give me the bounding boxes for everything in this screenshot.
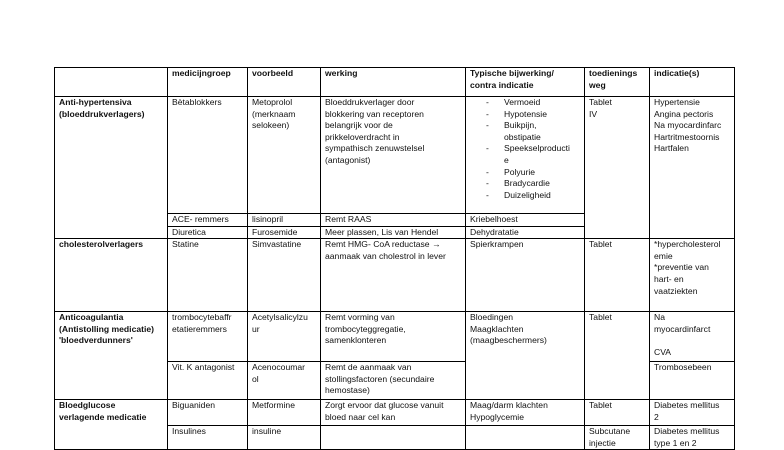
group-cell: ACE- remmers <box>168 214 248 227</box>
action-cell <box>321 362 466 400</box>
list-item-line: obstipatie <box>504 131 541 142</box>
side-effects-cell <box>466 426 585 450</box>
table-row <box>55 312 735 362</box>
category-antihypertensiva <box>55 97 168 239</box>
list-item-line: - Buikpijn, <box>504 120 537 131</box>
example-line: (merknaam <box>252 108 296 119</box>
header-werking: werking <box>321 68 466 97</box>
side-effects-cell <box>466 97 585 214</box>
action-line: stollingsfactoren (secundaire <box>325 373 435 384</box>
indication-line: *preventie van <box>654 262 709 273</box>
side-effects-cell: Kriebelhoest <box>466 214 585 227</box>
list-item-line: e <box>504 154 509 165</box>
action-cell: Meer plassen, Lis van Hendel <box>321 226 466 239</box>
action-cell <box>321 426 466 450</box>
category-line: verlagende medicatie <box>59 411 147 422</box>
list-item: - Hypotensie <box>486 109 581 121</box>
group-line: trombocytebaffr <box>172 312 232 323</box>
indications-cell <box>650 97 735 239</box>
example-cell: insuline <box>248 426 321 450</box>
table-row <box>55 239 735 312</box>
header-empty <box>55 68 168 97</box>
route-line: Subcutane <box>589 426 631 437</box>
example-line: selokeen) <box>252 120 290 131</box>
header-indicaties: indicatie(s) <box>650 68 735 97</box>
side-effect-line: Maagklachten <box>470 323 524 334</box>
category-line: Bloedglucose <box>59 400 116 411</box>
side-effects-cell <box>466 312 585 400</box>
side-effects-cell: Dehydratatie <box>466 226 585 239</box>
indication-line: Na <box>654 312 665 323</box>
header-medicijngroep: medicijngroep <box>168 68 248 97</box>
header-toedieningsweg-line: toedienings <box>589 68 638 78</box>
table-row <box>55 97 735 214</box>
list-item <box>486 120 581 143</box>
action-line: sympathisch zenuwstelsel <box>325 143 425 154</box>
side-effects-list <box>470 97 581 201</box>
side-effects-cell <box>466 400 585 426</box>
action-cell: Remt RAAS <box>321 214 466 227</box>
example-cell <box>248 97 321 214</box>
indication-line: Hartritmestoornis <box>654 131 720 142</box>
header-bijwerking <box>466 68 585 97</box>
action-line: Bloeddrukverlager door <box>325 97 415 107</box>
example-line: Metoprolol <box>252 97 293 107</box>
header-bijwerking-line: contra indicatie <box>470 79 534 90</box>
list-item <box>486 143 581 166</box>
list-item-line: - Speekselproducti <box>504 143 570 154</box>
indication-line: Na myocardinfarc <box>654 120 722 131</box>
route-cell <box>585 426 650 450</box>
header-row <box>55 68 735 97</box>
route-line: Tablet <box>589 97 612 107</box>
action-cell <box>321 312 466 362</box>
action-line: hemostase) <box>325 385 370 396</box>
example-cell <box>248 312 321 362</box>
action-line: Remt vorming van <box>325 312 395 323</box>
indication-line: emie <box>654 250 673 261</box>
category-line: (bloeddrukverlagers) <box>59 108 145 119</box>
group-line: etatieremmers <box>172 323 227 334</box>
category-bloedglucose <box>55 400 168 450</box>
indication-line: myocardinfarct <box>654 323 711 334</box>
group-cell: Bètablokkers <box>168 97 248 214</box>
action-cell <box>321 239 466 312</box>
route-cell: Tablet <box>585 312 650 400</box>
action-line: belangrijk voor de <box>325 120 393 131</box>
action-line: aanmaak van cholestrol in lever <box>325 250 446 261</box>
category-cholesterolverlagers: cholesterolverlagers <box>55 239 168 312</box>
route-line: injectie <box>589 437 616 448</box>
indications-cell <box>650 312 735 362</box>
action-line: samenklonteren <box>325 335 387 346</box>
action-line: bloed naar cel kan <box>325 411 396 422</box>
table-row <box>55 400 735 426</box>
indication-line: hart- en <box>654 273 684 284</box>
route-cell: Tablet <box>585 400 650 426</box>
side-effect-line: Bloedingen <box>470 312 514 323</box>
route-cell: Tablet <box>585 239 650 312</box>
example-line: ur <box>252 323 260 334</box>
indication-line: Hypertensie <box>654 97 700 107</box>
indications-cell <box>650 426 735 450</box>
action-line: blokkering van receptoren <box>325 108 424 119</box>
category-line: 'bloedverdunners' <box>59 335 133 346</box>
list-item: - Polyurie <box>486 167 581 179</box>
action-line: (antagonist) <box>325 154 371 165</box>
side-effects-cell: Spierkrampen <box>466 239 585 312</box>
example-line: Acenocoumar <box>252 362 306 373</box>
indication-line: type 1 en 2 <box>654 437 697 448</box>
route-line: IV <box>589 108 598 119</box>
action-line: Remt HMG- CoA reductase → <box>325 239 441 250</box>
header-toedieningsweg-line: weg <box>589 79 606 90</box>
indication-line: Diabetes mellitus <box>654 426 720 437</box>
action-line: prikkeloverdracht in <box>325 131 400 142</box>
group-cell: Statine <box>168 239 248 312</box>
action-line: Zorgt ervoor dat glucose vanuit <box>325 400 444 411</box>
indication-line: Angina pectoris <box>654 108 714 119</box>
header-voorbeeld: voorbeeld <box>248 68 321 97</box>
header-toedieningsweg <box>585 68 650 97</box>
action-cell <box>321 97 466 214</box>
action-line: Remt de aanmaak van <box>325 362 412 373</box>
example-line: ol <box>252 373 259 384</box>
list-item: - Bradycardie <box>486 178 581 190</box>
category-line: Anticoagulantia <box>59 312 124 323</box>
indication-line: Hartfalen <box>654 143 689 154</box>
example-cell: lisinopril <box>248 214 321 227</box>
group-cell: Vit. K antagonist <box>168 362 248 400</box>
example-cell: Furosemide <box>248 226 321 239</box>
indication-line: CVA <box>654 346 672 357</box>
group-cell <box>168 312 248 362</box>
category-line: Anti-hypertensiva <box>59 97 132 107</box>
side-effect-line: Maag/darm klachten <box>470 400 548 411</box>
medication-table <box>54 67 735 450</box>
indication-line: vaatziekten <box>654 285 698 296</box>
group-cell: Biguaniden <box>168 400 248 426</box>
indications-cell <box>650 400 735 426</box>
category-anticoagulantia <box>55 312 168 400</box>
side-effect-line: (maagbeschermers) <box>470 335 547 346</box>
indication-line: 2 <box>654 411 659 422</box>
example-cell: Simvastatine <box>248 239 321 312</box>
action-line: trombocyteggregatie, <box>325 323 406 334</box>
spacer <box>654 335 731 347</box>
action-cell <box>321 400 466 426</box>
example-cell <box>248 362 321 400</box>
route-cell <box>585 97 650 239</box>
example-cell: Metformine <box>248 400 321 426</box>
list-item: - Vermoeid <box>486 97 581 109</box>
group-cell: Diuretica <box>168 226 248 239</box>
indication-line: *hypercholesterol <box>654 239 721 250</box>
list-item: - Duizeligheid <box>486 190 581 202</box>
indications-cell: Trombosebeen <box>650 362 735 400</box>
group-cell: Insulines <box>168 426 248 450</box>
indication-line: Diabetes mellitus <box>654 400 720 411</box>
side-effect-line: Hypoglycemie <box>470 411 524 422</box>
example-line: Acetylsalicylzu <box>252 312 308 323</box>
category-line: (Antistolling medicatie) <box>59 323 155 334</box>
header-bijwerking-line: Typische bijwerking/ <box>470 68 554 78</box>
indications-cell <box>650 239 735 312</box>
